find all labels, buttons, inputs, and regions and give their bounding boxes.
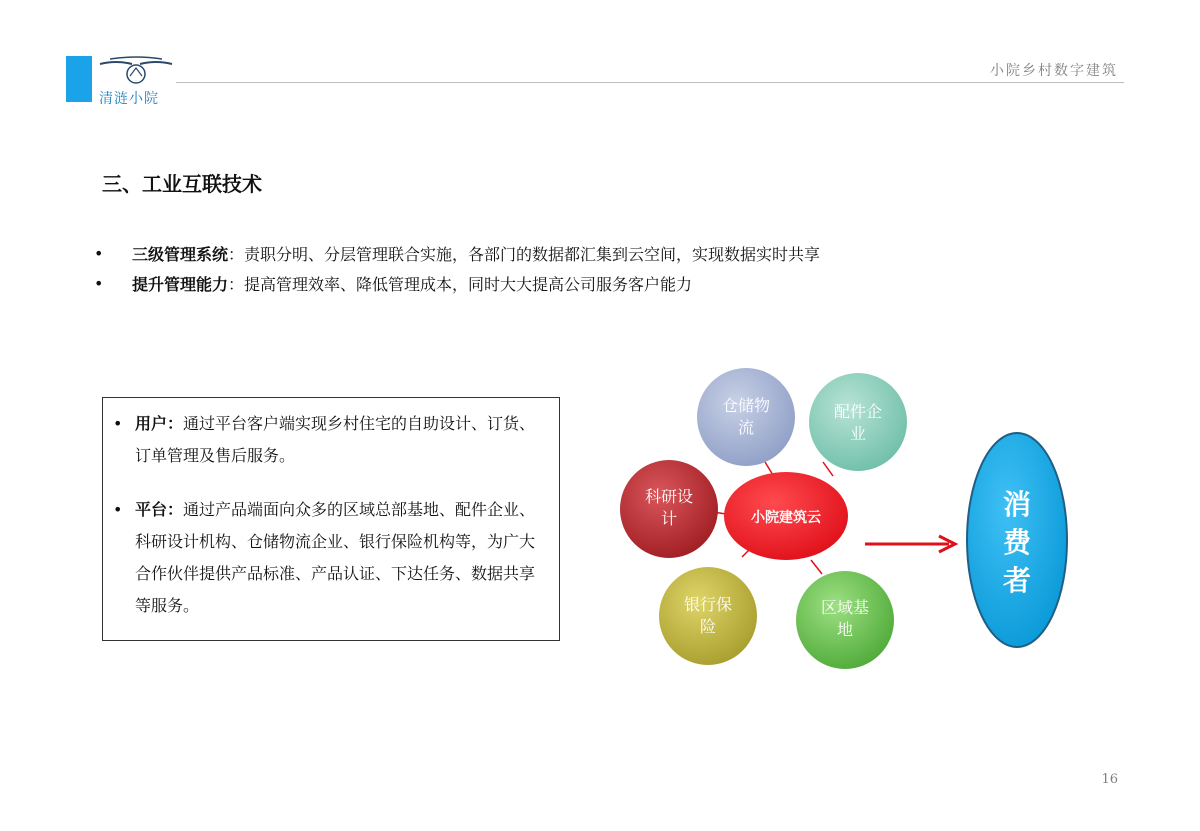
node-label: 计 — [660, 509, 678, 528]
bullet-label: 三级管理系统 — [132, 244, 229, 264]
section-title: 三、工业互联技术 — [102, 172, 262, 196]
header-divider — [176, 82, 1124, 83]
node-label: 险 — [699, 617, 717, 636]
consumer-label: 消 — [1002, 488, 1032, 521]
node-bank-insurance — [659, 567, 757, 665]
logo-text: 清涟小院 — [99, 91, 159, 107]
node-label: 流 — [737, 418, 755, 437]
box-item-platform — [113, 494, 559, 622]
bullet-dot-icon: • — [113, 500, 123, 519]
description-box — [102, 397, 560, 641]
connector-line — [811, 560, 822, 574]
box-item-separator: ： — [167, 414, 184, 433]
logo-accent-bar — [66, 56, 92, 102]
bullet-text: 责职分明、分层管理联合实施，各部门的数据都汇集到云空间，实现数据实时共享 — [244, 244, 821, 264]
bullet-dot-icon: • — [113, 414, 123, 433]
box-item-user — [113, 408, 559, 472]
node-warehouse-logistics — [697, 368, 795, 466]
bullet-item — [94, 238, 820, 268]
connector-line — [823, 462, 833, 476]
bullet-text: 提高管理效率、降低管理成本，同时大大提高公司服务客户能力 — [244, 274, 693, 294]
node-parts-enterprise — [809, 373, 907, 471]
box-item-label: 平台 — [135, 500, 168, 519]
node-label: 仓储物 — [721, 396, 771, 415]
box-item-label: 用户 — [135, 414, 168, 433]
consumer-node — [967, 433, 1067, 647]
consumer-label: 者 — [1002, 564, 1032, 597]
box-item-separator: ： — [167, 500, 184, 519]
bullet-separator: ： — [228, 274, 245, 294]
center-node-label: 小院建筑云 — [751, 510, 821, 526]
ecosystem-diagram — [612, 362, 1072, 682]
node-label: 区域基 — [820, 598, 870, 617]
node-label: 科研设 — [644, 487, 694, 506]
consumer-label: 费 — [1002, 526, 1032, 559]
node-label: 业 — [849, 424, 867, 443]
bullet-separator: ： — [228, 244, 245, 264]
node-label: 银行保 — [683, 595, 733, 614]
node-label: 配件企 — [833, 402, 883, 421]
box-item-text: 通过产品端面向众多的区域总部基地、配件企业、科研设计机构、仓储物流企业、银行保险机构等，为广大合作伙伴提供产品标准、产品认证、下达任务、数据共享等服务。 — [135, 500, 536, 615]
right-arrow-icon — [865, 532, 965, 556]
node-regional-base — [796, 571, 894, 669]
bullet-item — [94, 268, 820, 298]
bullet-dot-icon: • — [94, 273, 104, 293]
bullet-list — [94, 238, 820, 298]
bullet-label: 提升管理能力 — [132, 274, 229, 294]
header-title: 小院乡村数字建筑 — [990, 63, 1118, 79]
node-research-design — [620, 460, 718, 558]
box-item-text: 通过平台客户端实现乡村住宅的自助设计、订货、订单管理及售后服务。 — [135, 414, 536, 465]
node-label: 地 — [836, 620, 854, 639]
page-number: 16 — [1101, 772, 1118, 787]
bullet-dot-icon: • — [94, 243, 104, 263]
